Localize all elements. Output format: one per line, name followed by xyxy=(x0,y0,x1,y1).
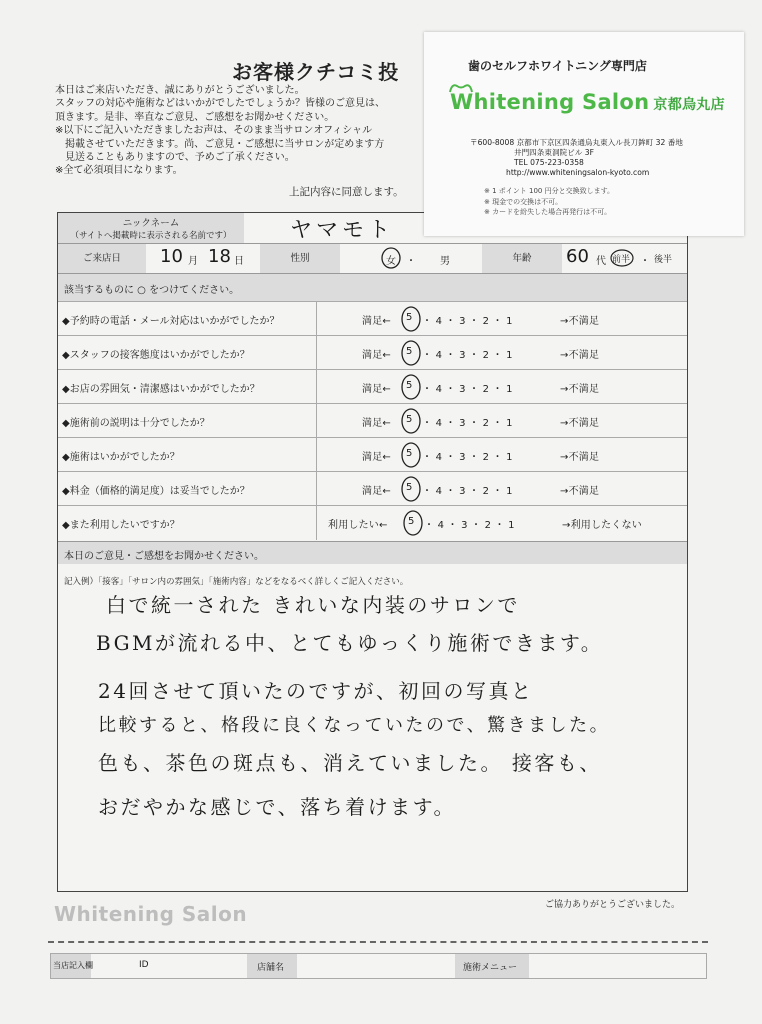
question-row xyxy=(58,437,687,472)
visit-label: ご来店日 xyxy=(58,244,146,274)
question-text: ◆施術前の説明は十分でしたか？ xyxy=(62,418,210,429)
age-value: 60 xyxy=(566,246,589,267)
gender-female: 女 xyxy=(386,256,396,267)
question-text: ◆予約時の電話・メール対応はいかがでしたか？ xyxy=(62,316,280,327)
visit-day: 18 xyxy=(208,246,231,267)
rating-circle-mark xyxy=(400,339,422,367)
rating-circle-mark xyxy=(402,509,424,537)
rating-scale: ・ 4 ・ 3 ・ 2 ・ 1 xyxy=(424,520,515,531)
question-row xyxy=(58,403,687,438)
card-logo: Whitening Salon 京都烏丸店 xyxy=(450,90,725,114)
comment-line: 24回させて頂いたのですが、初回の写真と xyxy=(98,679,534,703)
rating-scale: ・ 4 ・ 3 ・ 2 ・ 1 xyxy=(422,350,513,361)
gender-label: 性別 xyxy=(260,244,340,274)
comment-line: 色も、茶色の斑点も、消えていました。 接客も、 xyxy=(98,751,602,775)
rating-circle-mark xyxy=(400,475,422,503)
scale-left-label: 満足← xyxy=(362,486,391,497)
scale-right-label: →利用したくない xyxy=(562,520,642,531)
comment-example: 記入例）「接客」「サロン内の雰囲気」「施術内容」などをなるべく詳しくご記入ください。 xyxy=(64,577,409,587)
menu-label: 施術メニュー xyxy=(463,963,518,973)
scale-left-label: 利用したい← xyxy=(328,520,388,531)
scale-right-label: →不満足 xyxy=(560,316,600,327)
staff-label: 当店記入欄 xyxy=(53,961,93,970)
question-text: ◆施術はいかがでしたか？ xyxy=(62,452,180,463)
visit-month: 10 xyxy=(160,246,183,267)
card-address: 〒600-8008 京都市下京区四条通烏丸東入ル長刀鉾町 32 番地 井門四条東洞院ビル 3F TEL 075-223-0358 http://www.whiteningsalon-kyoto.com xyxy=(470,138,683,177)
scale-left-label: 満足← xyxy=(362,350,391,361)
intro-text: 本日はご来店いただき、誠にありがとうございました。 スタッフの対応や施術などはいかがでしたでしょうか？皆様のご意見は、 頂きます。是非、率直なご意見、ご感想をお聞かせください。 ※以下にご記入いただきましたお声は、そのまま当サロンオフィシャル 掲載させていただきます。尚、ご意見・ご感想に当サロンが定めます方 見送ることもありますので、予めご了承ください。 ※全て必須項目になります。 xyxy=(55,85,385,177)
question-text: ◆お店の雰囲気・清潔感はいかがでしたか？ xyxy=(62,384,260,395)
rating-circle-mark xyxy=(400,441,422,469)
age-early-circle-mark xyxy=(609,248,635,268)
rating-circle-mark xyxy=(400,373,422,401)
age-late: 後半 xyxy=(654,255,673,265)
card-notes: ※ 1 ポイント 100 円分と交換致します。 ※ 現金での交換は不可。 ※ カードを紛失した場合再発行は不可。 xyxy=(484,187,615,216)
question-row xyxy=(58,471,687,506)
selected-rating[interactable]: 5 xyxy=(406,448,413,459)
rating-scale: ・ 4 ・ 3 ・ 2 ・ 1 xyxy=(422,384,513,395)
question-text: ◆スタッフの接客態度はいかがでしたか？ xyxy=(62,350,250,361)
scale-left-label: 満足← xyxy=(362,452,391,463)
rating-scale: ・ 4 ・ 3 ・ 2 ・ 1 xyxy=(422,316,513,327)
question-row xyxy=(58,335,687,370)
comment-line: 比較すると、格段に良くなっていたので、驚きました。 xyxy=(98,715,611,736)
selected-rating[interactable]: 5 xyxy=(408,516,415,527)
agreement-text: 上記内容に同意します。 xyxy=(289,186,404,198)
scale-left-label: 満足← xyxy=(362,418,391,429)
question-row xyxy=(58,369,687,404)
female-circle-mark xyxy=(380,246,402,270)
selected-rating[interactable]: 5 xyxy=(406,346,413,357)
thanks-text: ご協力ありがとうございました。 xyxy=(545,900,681,910)
comment-line: おだやかな感じで、落ち着けます。 xyxy=(98,795,456,819)
scale-left-label: 満足← xyxy=(362,384,391,395)
selected-rating[interactable]: 5 xyxy=(406,482,413,493)
business-card xyxy=(424,32,744,236)
card-tagline: 歯のセルフホワイトニング専門店 xyxy=(468,59,647,73)
cut-line xyxy=(48,941,708,943)
question-row xyxy=(58,301,687,336)
scale-right-label: →不満足 xyxy=(560,384,600,395)
shop-label: 店舗名 xyxy=(257,963,285,973)
scale-right-label: →不満足 xyxy=(560,452,600,463)
info-row: ご来店日 10 月 18 日 性別 女 ・ 男 年齢 60 代 前半 ・ 後半 xyxy=(58,243,687,274)
rating-circle-mark xyxy=(400,407,422,435)
rating-scale: ・ 4 ・ 3 ・ 2 ・ 1 xyxy=(422,418,513,429)
id-label: ID xyxy=(139,960,149,970)
question-row xyxy=(58,505,687,540)
footer-logo: Whitening Salon xyxy=(54,902,248,926)
staff-use-row xyxy=(50,953,707,979)
form-title: お客様クチコミ投 xyxy=(232,60,400,84)
question-text: ◆料金（価格的満足度）は妥当でしたか？ xyxy=(62,486,250,497)
scale-right-label: →不満足 xyxy=(560,486,600,497)
comment-header-row: 本日のご意見・ご感想をお聞かせください。 xyxy=(58,541,687,564)
gender-male: 男 xyxy=(440,256,450,267)
age-early: 前半 xyxy=(612,255,631,265)
age-label: 年齢 xyxy=(482,244,562,274)
instruction-row: 該当するものに ○ をつけてください。 xyxy=(58,273,687,302)
question-text: ◆また利用したいですか？ xyxy=(62,520,180,531)
rating-scale: ・ 4 ・ 3 ・ 2 ・ 1 xyxy=(422,486,513,497)
selected-rating[interactable]: 5 xyxy=(406,380,413,391)
survey-form xyxy=(57,212,688,892)
comment-line: 白で統一された きれいな内装のサロンで xyxy=(106,593,520,617)
scale-right-label: →不満足 xyxy=(560,350,600,361)
rating-circle-mark xyxy=(400,305,422,333)
nickname-label-cell: ニックネーム （サイトへ掲載時に表示される名前です） xyxy=(58,213,244,243)
scale-right-label: →不満足 xyxy=(560,418,600,429)
scale-left-label: 満足← xyxy=(362,316,391,327)
comment-line: BGMが流れる中、とてもゆっくり施術できます。 xyxy=(96,631,604,655)
selected-rating[interactable]: 5 xyxy=(406,414,413,425)
selected-rating[interactable]: 5 xyxy=(406,312,413,323)
nickname-value: ヤマモト xyxy=(290,218,395,243)
rating-scale: ・ 4 ・ 3 ・ 2 ・ 1 xyxy=(422,452,513,463)
